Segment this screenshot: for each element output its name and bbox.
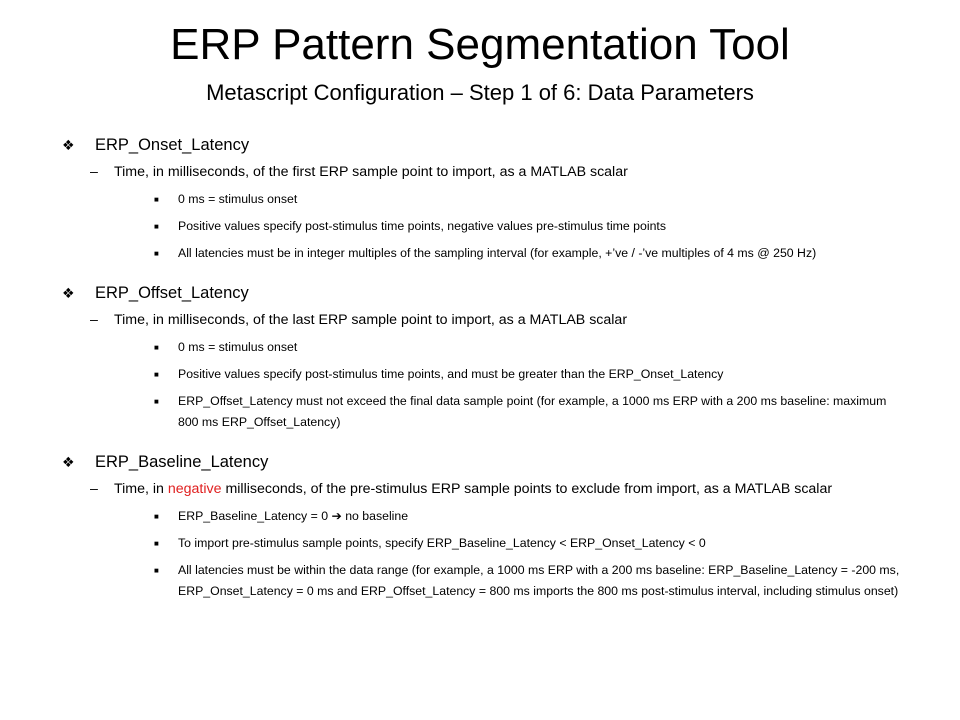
list-item-text: All latencies must be in integer multiples of the sampling interval (for example, +’ve / -’ve multiples of 4 ms @ 250 Hz): [178, 246, 817, 260]
list-item: [62, 364, 902, 385]
slide-content: [62, 132, 902, 602]
description-text: Time, in milliseconds, of the first ERP sample point to import, as a MATLAB scalar: [114, 164, 628, 180]
list-item: [62, 506, 902, 527]
square-bullet-icon: ■: [154, 566, 159, 575]
list-item: [62, 189, 902, 210]
diamond-bullet-icon: ❖: [62, 454, 75, 470]
section-description-onset: [62, 161, 902, 183]
section-spacer: [62, 433, 902, 449]
list-item-text: 0 ms = stimulus onset: [178, 340, 298, 354]
list-item: [62, 391, 902, 433]
description-text-pre: Time, in: [114, 481, 168, 497]
list-item-text: Positive values specify post-stimulus time points, negative values pre-stimulus time points: [178, 219, 666, 233]
section-heading-text: ERP_Onset_Latency: [95, 136, 250, 154]
section-heading-text: ERP_Baseline_Latency: [95, 453, 269, 471]
list-item-text: ERP_Offset_Latency must not exceed the final data sample point (for example, a 1000 ms ERP with a 200 ms baseline: maximum 800 ms ERP_Offset_Latency): [178, 394, 887, 429]
description-text-post: milliseconds, of the pre-stimulus ERP sample points to exclude from import, as a MATLAB scalar: [221, 481, 833, 497]
square-bullet-icon: ■: [154, 222, 159, 231]
section-spacer: [62, 264, 902, 280]
section-heading-onset: [62, 132, 902, 158]
list-item-text: All latencies must be within the data range (for example, a 1000 ms ERP with a 200 ms baseline: ERP_Baseline_Latency = -200 ms, ERP_Onset_Latency = 0 ms and ERP_Offset_Latency = 800 ms imports the 800 ms post-stimulus interval, including stimulus onset): [178, 563, 900, 598]
list-item-text: ERP_Baseline_Latency = 0 ➔ no baseline: [178, 509, 409, 523]
slide-subtitle: Metascript Configuration – Step 1 of 6: Data Parameters: [206, 80, 754, 105]
list-item: [62, 533, 902, 554]
section-heading-offset: [62, 280, 902, 306]
emphasis-negative: negative: [167, 481, 222, 497]
diamond-bullet-icon: ❖: [62, 285, 75, 301]
list-item-text: 0 ms = stimulus onset: [178, 192, 298, 206]
section-heading-baseline: [62, 449, 902, 475]
list-item: [62, 216, 902, 237]
section-description-baseline: [62, 478, 902, 500]
diamond-bullet-icon: ❖: [62, 137, 75, 153]
square-bullet-icon: ■: [154, 539, 159, 548]
slide-title: ERP Pattern Segmentation Tool: [170, 20, 790, 69]
square-bullet-icon: ■: [154, 397, 159, 406]
section-description-offset: [62, 309, 902, 331]
square-bullet-icon: ■: [154, 512, 159, 521]
section-heading-text: ERP_Offset_Latency: [95, 284, 249, 302]
list-item-text: Positive values specify post-stimulus time points, and must be greater than the ERP_Onset_Latency: [178, 367, 724, 381]
square-bullet-icon: ■: [154, 249, 159, 258]
list-item: [62, 337, 902, 358]
dash-bullet-icon: –: [90, 312, 98, 328]
square-bullet-icon: ■: [154, 343, 159, 352]
square-bullet-icon: ■: [154, 370, 159, 379]
list-item-text: To import pre-stimulus sample points, specify ERP_Baseline_Latency < ERP_Onset_Latency < 0: [178, 536, 706, 550]
dash-bullet-icon: –: [90, 164, 98, 180]
list-item: [62, 560, 902, 602]
dash-bullet-icon: –: [90, 481, 98, 497]
list-item: [62, 243, 902, 264]
description-text: Time, in milliseconds, of the last ERP sample point to import, as a MATLAB scalar: [114, 312, 628, 328]
square-bullet-icon: ■: [154, 195, 159, 204]
